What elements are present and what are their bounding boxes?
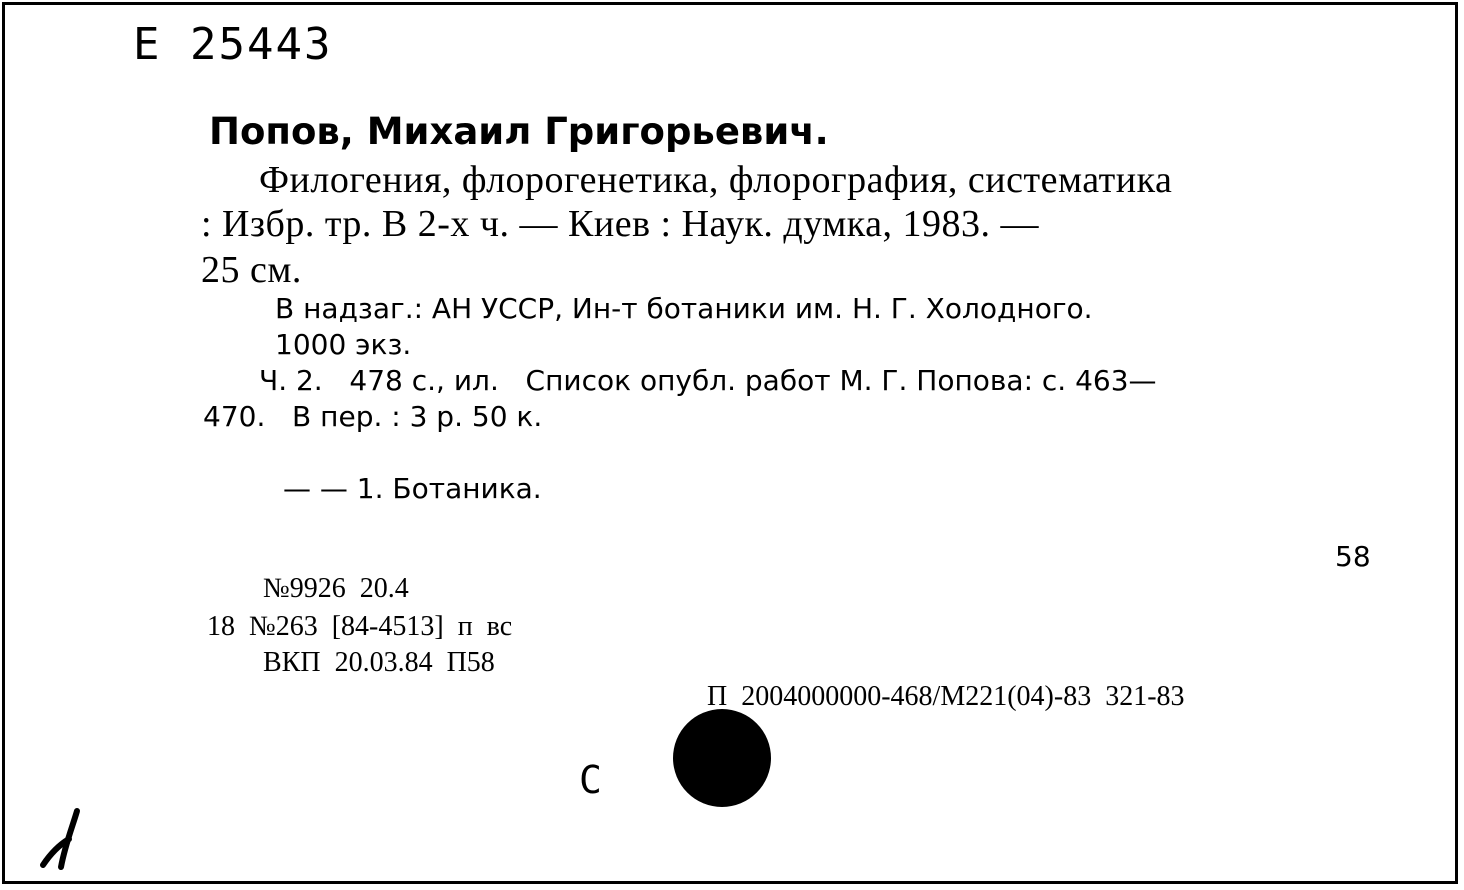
registry-line-3: ВКП 20.03.84 П58 <box>263 647 495 678</box>
registry-line-2: 18 №263 [84-4513] п вс <box>207 611 513 642</box>
title-line-3: 25 см. <box>201 249 302 291</box>
title-line-1: Филогения, флорогенетика, флорография, систематика <box>259 159 1173 201</box>
title-line-2: : Избр. тр. В 2-х ч. — Киев : Наук. думка, 1983. — <box>201 203 1040 245</box>
classification-number: 58 <box>1335 540 1371 573</box>
publisher-code: П 2004000000-468/М221(04)-83 321-83 <box>707 681 1185 712</box>
note-line-2: 1000 экз. <box>275 328 412 361</box>
note-line-1: В надзаг.: АН УССР, Ин-т ботаники им. Н. Г. Холодного. <box>275 292 1093 325</box>
note-line-4: 470. В пер. : 3 р. 50 к. <box>203 400 543 433</box>
note-line-3: Ч. 2. 478 с., ил. Список опубл. работ М. Г. Попова: с. 463— <box>259 364 1157 397</box>
punch-hole <box>673 709 771 807</box>
subject-heading: — — 1. Ботаника. <box>283 472 542 505</box>
catalog-card <box>2 2 1458 884</box>
shelf-code: Е 25443 <box>133 19 333 70</box>
handwritten-mark <box>35 805 95 875</box>
letter-c: С <box>579 758 602 802</box>
author-heading: Попов, Михаил Григорьевич. <box>209 110 829 153</box>
registry-line-1: №9926 20.4 <box>263 573 409 604</box>
